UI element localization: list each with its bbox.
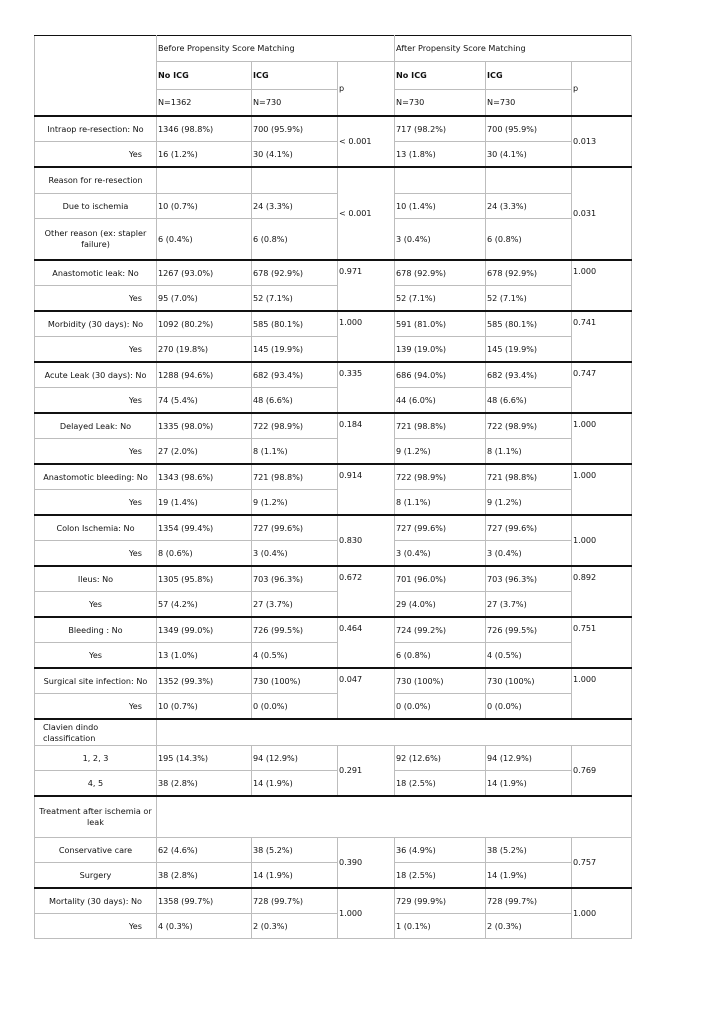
cell: 14 (1.9%)	[252, 863, 338, 889]
cell: 724 (99.2%)	[395, 617, 486, 643]
table-row	[35, 286, 632, 312]
cell: 730 (100%)	[252, 668, 338, 694]
table-row	[35, 541, 632, 567]
p-value: 1.000	[572, 464, 632, 515]
section-title: Clavien dindo classification	[35, 719, 157, 746]
row-label: Yes	[35, 286, 157, 312]
cell: 1354 (99.4%)	[157, 515, 252, 541]
cell: 18 (2.5%)	[395, 863, 486, 889]
p-value: 0.830	[338, 515, 395, 566]
table-row	[35, 142, 632, 168]
cell: 730 (100%)	[486, 668, 572, 694]
cell: 27 (3.7%)	[252, 592, 338, 618]
header-row-groups	[35, 36, 632, 62]
row-label: Yes	[35, 388, 157, 414]
table-row	[35, 888, 632, 914]
row-label: 1, 2, 3	[35, 746, 157, 771]
cell: 726 (99.5%)	[252, 617, 338, 643]
cell: 29 (4.0%)	[395, 592, 486, 618]
cell: 27 (3.7%)	[486, 592, 572, 618]
cell: 1352 (99.3%)	[157, 668, 252, 694]
table-row	[35, 863, 632, 889]
table-row	[35, 668, 632, 694]
cell: 8 (0.6%)	[157, 541, 252, 567]
row-label: Surgery	[35, 863, 157, 889]
p-value: 0.013	[572, 116, 632, 167]
row-label: Yes	[35, 541, 157, 567]
section-row	[35, 167, 632, 194]
cell	[252, 167, 338, 194]
cell: 30 (4.1%)	[486, 142, 572, 168]
cell: 18 (2.5%)	[395, 771, 486, 797]
p-value: 1.000	[572, 413, 632, 464]
cell: 48 (6.6%)	[486, 388, 572, 414]
cell: 721 (98.8%)	[395, 413, 486, 439]
table-row	[35, 617, 632, 643]
cell: 10 (0.7%)	[157, 194, 252, 219]
row-label: Bleeding : No	[35, 617, 157, 643]
cell: 1349 (99.0%)	[157, 617, 252, 643]
cell: 721 (98.8%)	[486, 464, 572, 490]
header-after-icg: ICG	[486, 62, 572, 90]
cell: 145 (19.9%)	[252, 337, 338, 363]
cell: 24 (3.3%)	[486, 194, 572, 219]
cell: 703 (96.3%)	[252, 566, 338, 592]
cell: 6 (0.4%)	[157, 219, 252, 261]
p-value: 1.000	[338, 311, 395, 362]
cell: 3 (0.4%)	[486, 541, 572, 567]
p-value: < 0.001	[338, 167, 395, 260]
cell: 8 (1.1%)	[252, 439, 338, 465]
table-row	[35, 311, 632, 337]
table-row	[35, 413, 632, 439]
p-value: < 0.001	[338, 116, 395, 167]
table-row	[35, 362, 632, 388]
cell: 701 (96.0%)	[395, 566, 486, 592]
p-value: 1.000	[572, 668, 632, 719]
cell: 6 (0.8%)	[486, 219, 572, 261]
cell: 38 (5.2%)	[486, 838, 572, 863]
p-value: 0.464	[338, 617, 395, 668]
section-empty	[157, 719, 632, 746]
header-before-no-icg: No ICG	[157, 62, 252, 90]
cell: 1335 (98.0%)	[157, 413, 252, 439]
cell: 6 (0.8%)	[252, 219, 338, 261]
cell: 703 (96.3%)	[486, 566, 572, 592]
row-label: Yes	[35, 643, 157, 669]
table-row	[35, 914, 632, 939]
cell	[157, 167, 252, 194]
cell: 682 (93.4%)	[486, 362, 572, 388]
cell: 1288 (94.6%)	[157, 362, 252, 388]
cell: 94 (12.9%)	[486, 746, 572, 771]
cell: 19 (1.4%)	[157, 490, 252, 516]
p-value: 0.892	[572, 566, 632, 617]
cell: 2 (0.3%)	[252, 914, 338, 939]
cell: 585 (80.1%)	[252, 311, 338, 337]
table-row	[35, 260, 632, 286]
header-before-icg: ICG	[252, 62, 338, 90]
cell: 270 (19.8%)	[157, 337, 252, 363]
p-value: 0.031	[572, 167, 632, 260]
cell: 1305 (95.8%)	[157, 566, 252, 592]
cell: 729 (99.9%)	[395, 888, 486, 914]
p-value: 0.741	[572, 311, 632, 362]
p-value: 1.000	[572, 515, 632, 566]
p-value: 1.000	[572, 888, 632, 939]
table-row	[35, 515, 632, 541]
p-value: 1.000	[572, 260, 632, 311]
p-value: 0.291	[338, 746, 395, 797]
table-row	[35, 643, 632, 669]
cell: 38 (2.8%)	[157, 771, 252, 797]
row-label: Yes	[35, 142, 157, 168]
cell: 717 (98.2%)	[395, 116, 486, 142]
p-value: 0.672	[338, 566, 395, 617]
cell: 52 (7.1%)	[252, 286, 338, 312]
p-value: 0.390	[338, 838, 395, 889]
table-row	[35, 771, 632, 797]
section-row	[35, 796, 632, 838]
cell: 728 (99.7%)	[252, 888, 338, 914]
cell: 678 (92.9%)	[252, 260, 338, 286]
cell: 8 (1.1%)	[395, 490, 486, 516]
row-label: Delayed Leak: No	[35, 413, 157, 439]
row-label: Intraop re-resection: No	[35, 116, 157, 142]
cell: 722 (98.9%)	[395, 464, 486, 490]
p-value: 0.184	[338, 413, 395, 464]
table-row	[35, 464, 632, 490]
p-value: 0.751	[572, 617, 632, 668]
row-label: Conservative care	[35, 838, 157, 863]
table-row	[35, 219, 632, 261]
header-empty-cell	[35, 36, 157, 117]
table-row	[35, 439, 632, 465]
cell: 74 (5.4%)	[157, 388, 252, 414]
n-before-icg: N=730	[252, 90, 338, 117]
header-before: Before Propensity Score Matching	[157, 36, 395, 62]
cell: 1343 (98.6%)	[157, 464, 252, 490]
cell: 4 (0.5%)	[252, 643, 338, 669]
cell: 52 (7.1%)	[486, 286, 572, 312]
section-title: Treatment after ischemia or leak	[35, 796, 157, 838]
table-row	[35, 116, 632, 142]
cell: 3 (0.4%)	[395, 219, 486, 261]
table-row	[35, 566, 632, 592]
cell: 14 (1.9%)	[486, 771, 572, 797]
cell: 1092 (80.2%)	[157, 311, 252, 337]
row-label: Mortality (30 days): No	[35, 888, 157, 914]
n-before-no-icg: N=1362	[157, 90, 252, 117]
cell: 14 (1.9%)	[486, 863, 572, 889]
row-label: Yes	[35, 592, 157, 618]
cell: 727 (99.6%)	[395, 515, 486, 541]
table-row	[35, 838, 632, 863]
cell: 16 (1.2%)	[157, 142, 252, 168]
cell: 139 (19.0%)	[395, 337, 486, 363]
row-label: Yes	[35, 490, 157, 516]
cell: 728 (99.7%)	[486, 888, 572, 914]
p-value: 0.047	[338, 668, 395, 719]
row-label: Acute Leak (30 days): No	[35, 362, 157, 388]
row-label: Yes	[35, 914, 157, 939]
cell: 3 (0.4%)	[395, 541, 486, 567]
cell: 1 (0.1%)	[395, 914, 486, 939]
cell: 678 (92.9%)	[395, 260, 486, 286]
p-value: 0.747	[572, 362, 632, 413]
n-after-no-icg: N=730	[395, 90, 486, 117]
cell	[395, 167, 486, 194]
section-empty	[157, 796, 632, 838]
cell: 13 (1.0%)	[157, 643, 252, 669]
row-label: 4, 5	[35, 771, 157, 797]
cell: 24 (3.3%)	[252, 194, 338, 219]
cell: 686 (94.0%)	[395, 362, 486, 388]
cell: 44 (6.0%)	[395, 388, 486, 414]
cell: 726 (99.5%)	[486, 617, 572, 643]
header-before-p: p	[338, 62, 395, 117]
cell: 92 (12.6%)	[395, 746, 486, 771]
table-row	[35, 194, 632, 219]
table-row	[35, 337, 632, 363]
cell: 585 (80.1%)	[486, 311, 572, 337]
header-after-no-icg: No ICG	[395, 62, 486, 90]
cell: 195 (14.3%)	[157, 746, 252, 771]
cell: 38 (2.8%)	[157, 863, 252, 889]
p-value: 0.757	[572, 838, 632, 889]
table-row	[35, 694, 632, 720]
cell: 9 (1.2%)	[486, 490, 572, 516]
row-label: Other reason (ex: stapler failure)	[35, 219, 157, 261]
outcomes-table	[34, 35, 632, 939]
row-label: Surgical site infection: No	[35, 668, 157, 694]
cell: 62 (4.6%)	[157, 838, 252, 863]
section-row	[35, 719, 632, 746]
cell: 722 (98.9%)	[486, 413, 572, 439]
cell: 6 (0.8%)	[395, 643, 486, 669]
cell: 1346 (98.8%)	[157, 116, 252, 142]
cell: 14 (1.9%)	[252, 771, 338, 797]
section-title: Reason for re-resection	[35, 167, 157, 194]
cell: 36 (4.9%)	[395, 838, 486, 863]
cell: 4 (0.5%)	[486, 643, 572, 669]
cell: 1267 (93.0%)	[157, 260, 252, 286]
cell: 10 (1.4%)	[395, 194, 486, 219]
cell: 722 (98.9%)	[252, 413, 338, 439]
cell: 38 (5.2%)	[252, 838, 338, 863]
cell: 730 (100%)	[395, 668, 486, 694]
cell: 2 (0.3%)	[486, 914, 572, 939]
row-label: Ileus: No	[35, 566, 157, 592]
cell: 27 (2.0%)	[157, 439, 252, 465]
p-value: 1.000	[338, 888, 395, 939]
cell: 721 (98.8%)	[252, 464, 338, 490]
cell: 682 (93.4%)	[252, 362, 338, 388]
row-label: Yes	[35, 694, 157, 720]
cell: 727 (99.6%)	[252, 515, 338, 541]
cell: 0 (0.0%)	[252, 694, 338, 720]
row-label: Morbidity (30 days): No	[35, 311, 157, 337]
cell: 94 (12.9%)	[252, 746, 338, 771]
cell: 700 (95.9%)	[252, 116, 338, 142]
row-label: Anastomotic leak: No	[35, 260, 157, 286]
cell: 13 (1.8%)	[395, 142, 486, 168]
cell: 1358 (99.7%)	[157, 888, 252, 914]
cell: 727 (99.6%)	[486, 515, 572, 541]
cell: 591 (81.0%)	[395, 311, 486, 337]
cell: 52 (7.1%)	[395, 286, 486, 312]
p-value: 0.971	[338, 260, 395, 311]
row-label: Anastomotic bleeding: No	[35, 464, 157, 490]
row-label: Colon Ischemia: No	[35, 515, 157, 541]
header-after-p: p	[572, 62, 632, 117]
cell: 0 (0.0%)	[395, 694, 486, 720]
cell	[486, 167, 572, 194]
cell: 30 (4.1%)	[252, 142, 338, 168]
cell: 678 (92.9%)	[486, 260, 572, 286]
cell: 8 (1.1%)	[486, 439, 572, 465]
cell: 9 (1.2%)	[252, 490, 338, 516]
row-label: Yes	[35, 337, 157, 363]
cell: 700 (95.9%)	[486, 116, 572, 142]
table-row	[35, 490, 632, 516]
cell: 3 (0.4%)	[252, 541, 338, 567]
cell: 57 (4.2%)	[157, 592, 252, 618]
p-value: 0.335	[338, 362, 395, 413]
cell: 145 (19.9%)	[486, 337, 572, 363]
table-row	[35, 746, 632, 771]
cell: 95 (7.0%)	[157, 286, 252, 312]
header-after: After Propensity Score Matching	[395, 36, 632, 62]
p-value: 0.914	[338, 464, 395, 515]
p-value: 0.769	[572, 746, 632, 797]
table-row	[35, 388, 632, 414]
cell: 0 (0.0%)	[486, 694, 572, 720]
cell: 4 (0.3%)	[157, 914, 252, 939]
cell: 10 (0.7%)	[157, 694, 252, 720]
row-label: Due to ischemia	[35, 194, 157, 219]
n-after-icg: N=730	[486, 90, 572, 117]
cell: 48 (6.6%)	[252, 388, 338, 414]
row-label: Yes	[35, 439, 157, 465]
cell: 9 (1.2%)	[395, 439, 486, 465]
table-row	[35, 592, 632, 618]
